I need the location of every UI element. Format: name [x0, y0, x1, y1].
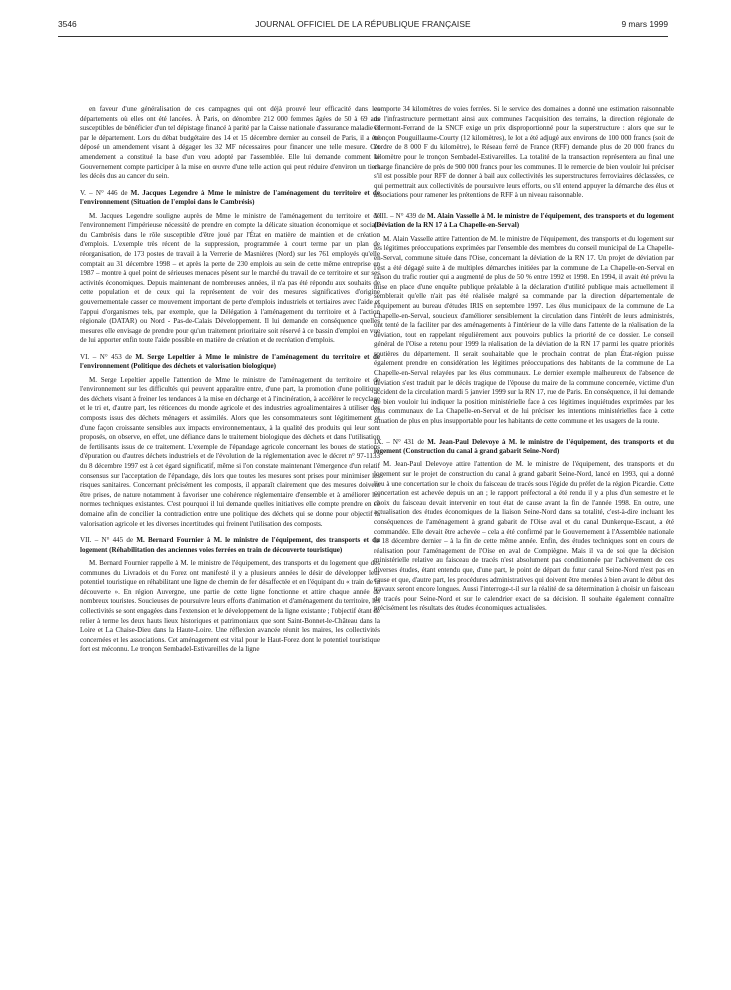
question-number: V. – N° 446 de — [80, 188, 128, 197]
question-heading — [80, 536, 380, 555]
question-number: VI. – N° 453 de — [80, 352, 132, 361]
paragraph: M. Jean-Paul Delevoye attire l'attention de M. le ministre de l'équipement, des transports et du logement sur le projet de construction du canal à grand gabarit Seine-Nord, lancé en 1993, qui a donné lieu à une concertation sur le choix du faisceau de tracés sous l'égide du préfet de la région Picardie. Cette concertation est achevée depuis un an ; le rapport préfectoral a été rendu il y a plus d'un semestre et le choix du faisceau devait intervenir en tout état de cause avant la fin de l'année 1998. En outre, une actualisation des études économiques de la liaison Seine-Nord dans sa totalité, c'est-à-dire incluant les conséquences de l'aménagement à grand gabarit de l'Oise aval et du canal Dunkerque-Escaut, a été commandée. Elle devait être achevée – cela a été confirmé par le Gouvernement à l'Assemblée nationale le 18 décembre dernier – à la fin de cette même année. Enfin, des études techniques sont en cours de réalisation pour l'aménagement de l'Oise en aval de Compiègne. Mais il va de soi que la décision ministérielle relative au faisceau de tracés n'est absolument pas conditionnée par l'achèvement de ces diverses études, étant entendu que, d'une part, le point de départ du futur canal Seine-Nord n'est pas en cause et que, d'autre part, les procédures administratives qui doivent être menées à bien avant le début des travaux seront encore longues. Aussi l'interroge-t-il sur la réalité de sa détermination à choisir un faisceau de tracés pour Seine-Nord et sur le calendrier exact de sa décision. Il souhaite également connaître précisément les résultats des études économiques actualisées. — [374, 460, 674, 613]
question-title: M. Jacques Legendre à Mme le ministre de l'aménagement du territoire et de l'environnement (Situation de l'emploi dans le Cambrésis) — [80, 188, 380, 207]
paragraph: M. Serge Lepeltier appelle l'attention de Mme le ministre de l'aménagement du territoire et de l'environnement sur les difficultés qui peuvent apparaître entre, d'une part, la promotion d'une politique des déchets visant à freiner les tendances à la mise en décharge et à l'incinération, à accélérer le recyclage et le tri et, d'autre part, les réticences du monde agricole et des industries agroalimentaires à utiliser des composts issus des déchets ménagers et assimilés. Alors que les consommateurs sont légitimement et d'une façon croissante sensibles aux impacts environnementaux, à la qualité des produits qui leur sont proposés, on observe, en effet, une défiance dans le traitement biologique des déchets et dans l'utilisation de fertilisants issus de ce traitement. L'exemple de l'épandage agricole concernant les boues de stations d'épuration ou d'autres déchets industriels et de l'évolution de la réglementation avec le décret n° 97-1133 du 8 décembre 1997 est à cet égard significatif, même si l'on constate maintenant l'émergence d'un relatif consensus sur l'acceptation de l'épandage, dès lors que toutes les mesures sont prises pour minimiser les risques sanitaires. Concernant précisément les composts, il apparaît clairement que des mesures doivent être prises, de nature notamment à favoriser une cohérence réglementaire d'ensemble et à améliorer les normes techniques existantes. C'est pourquoi il lui demande quelles initiatives elle compte prendre en ce domaine afin de concilier la contradiction entre une politique des déchets qui se donne pour objectif la valorisation agricole et les diverses incertitudes qui freinent l'utilisation des composts. — [80, 375, 380, 528]
question-title: M. Alain Vasselle à M. le ministre de l'équipement, des transports et du logement (Déviation de la RN 17 à La Chapelle-en-Serval) — [374, 211, 675, 230]
question-heading — [374, 438, 674, 457]
paragraph: en faveur d'une généralisation de ces campagnes qui ont déjà prouvé leur efficacité dans les départements où elles ont été lancées. À Paris, on dénombre 212 000 femmes âgées de 50 à 69 ans susceptibles de bénéficier d'un tel dépistage financé à parité par la Caisse nationale d'assurance maladie et par le département. Lors du débat budgétaire des 14 et 15 décembre dernier au conseil de Paris, il a été déposé un amendement visant à dégager les 32 MF nécessaires pour financer une telle mesure. Cet amendement a constitué la base d'un vœu adopté par l'assemblée. Elle lui demande comment le Gouvernement compte participer à la mise en œuvre d'une telle action qui peut réduire d'environ un tiers les décès dus au cancer du sein. — [80, 105, 380, 181]
question-heading — [374, 212, 674, 231]
paragraph: comporte 34 kilomètres de voies ferrées. Si le service des domaines a donné une estimation raisonnable de l'infrastructure permettant ainsi aux communes l'acquisition des terrains, la direction régionale de Clermont-Ferrand de la SNCF exige un prix disproportionné pour la superstructure : alors que sur le tronçon Pouguillaume-Courty (12 kilomètres), le lot a été adjugé aux environs de 100 000 francs (soit de l'ordre de 8 000 F du kilomètre), le Réseau ferré de France (RFF) demande plus de 20 000 francs du kilomètre pour le tronçon Sembadel-Estivareilles. La totalité de la transaction représentera au final une charge financière de près de 900 000 francs pour les communes. Il le remercie de bien vouloir lui préciser s'il est possible pour RFF de donner à bail aux collectivités les superstructures ferroviaires déclassées, ce qui permettrait aux collectivités de poursuivre leurs efforts, ou s'il entend appuyer la démarche des élus et associations pour ramener les prétentions de RFF à un niveau raisonnable. — [374, 105, 674, 200]
journal-title: JOURNAL OFFICIEL DE LA RÉPUBLIQUE FRANÇAISE — [255, 19, 471, 29]
question-heading — [80, 353, 380, 372]
question-number: VIII. – N° 439 de — [374, 211, 425, 220]
question-title: M. Serge Lepeltier à Mme le ministre de l'aménagement du territoire et de l'environnement (Politique des déchets et valorisation biologique) — [80, 352, 380, 371]
page-header — [58, 18, 668, 38]
left-column — [80, 105, 380, 655]
right-column — [374, 105, 674, 614]
issue-date: 9 mars 1999 — [621, 19, 668, 29]
question-number: VII. – N° 445 de — [80, 536, 134, 545]
header-rule — [58, 36, 668, 37]
paragraph: M. Bernard Fournier rappelle à M. le ministre de l'équipement, des transports et du logement que des communes du Livradois et du Forez ont manifesté il y a plusieurs années le désir de développer leur potentiel touristique en réhabilitant une ligne de chemin de fer désaffectée et en l'équipant du « train de la découverte ». En région Auvergne, une partie de cette ligne fonctionne et attire chaque année de nombreux touristes. Soucieuses de poursuivre leurs efforts d'animation et d'aménagement du territoire, les collectivités se sont engagées dans l'extension et le développement de la ligne existante ; l'objectif étant de relier à terme les deux hauts lieux historiques et patrimoniaux que sont Saint-Bonnet-le-Château dans la Loire et La Chaise-Dieu dans la Haute-Loire. Une réflexion avancée réunit les maires, les collectivités concernées et les associations. Cet aménagement est vital pour le Haut-Forez dont le potentiel touristique fort est méconnu. Le tronçon Sembadel-Estivareilles de la ligne — [80, 559, 380, 654]
question-title: M. Bernard Fournier à M. le ministre de l'équipement, des transports et du logement (Réhabilitation des anciennes voies ferrées en train de découverte touristique) — [80, 536, 381, 554]
question-title: M. Jean-Paul Delevoye à M. le ministre de l'équipement, des transports et du logement (Construction du canal à grand gabarit Seine-Nord) — [374, 437, 674, 456]
page-number: 3546 — [58, 19, 77, 29]
question-heading — [80, 189, 380, 208]
question-number: IX. – N° 431 de — [374, 437, 425, 446]
paragraph: M. Alain Vasselle attire l'attention de M. le ministre de l'équipement, des transports et du logement sur les légitimes préoccupations exprimées par l'ensemble des membres du conseil municipal de La Chapelle-en-Serval, commune située dans l'Oise, concernant la déviation de la RN 17. Un projet de déviation par l'est a été dégagé suite à de multiples démarches initiées par la commune de La Chapelle-en-Serval en raison du trafic routier qui a augmenté de plus de 50 % entre 1992 et 1998. En 1994, il avait été prévu la mise en place d'une enquête publique préalable à la déclaration d'utilité publique mais actuellement il semblerait qu'elle n'ait pas été réalisée malgré sa commande par la direction départementale de l'équipement au bureau d'études IRIS en septembre 1997. Les élus municipaux de la commune de La Chapelle-en-Serval, soucieux d'améliorer sensiblement la circulation dans l'intérêt de leurs administrés, ont tenté de la faciliter par des aménagements à l'intérieur de la ville dans l'attente de la réalisation de la déviation, tout en rappelant régulièrement aux pouvoirs publics la priorité de ce dossier. Le conseil général de l'Oise a retenu pour 1999 la réalisation de la déviation de la RN 17 parmi les quatre priorités routières du département. Il serait souhaitable que le prochain contrat de plan État-région puisse également prendre en considération les légitimes préoccupations des habitants de la commune de La Chapelle-en-Serval relayées par les élus communaux. Le dernier exemple malheureux de l'absence de déviation s'est traduit par le décès tragique de l'épouse du maire de la commune concernée, victime d'un accident de la circulation mardi 5 janvier 1999 sur la RN 17, rue de Paris. En conséquence, il lui demande de bien vouloir lui indiquer la position ministérielle face à ces légitimes inquiétudes exprimées par les élus communaux de La Chapelle-en-Serval et de lui préciser les intentions ministérielles face à cette situation de plus en plus insupportable pour les habitants de cette commune et les usagers de la route. — [374, 234, 674, 426]
paragraph: M. Jacques Legendre souligne auprès de Mme le ministre de l'aménagement du territoire et de l'environnement l'impérieuse nécessité de prendre en compte la délicate situation économique et sociale du Cambrésis dans le rôle susceptible d'être joué par l'État en matière de maintien et de création d'emplois. L'exemple très récent de la suppression, programmée à court terme par un plan de réorganisation, de 173 postes de travail à la Verrerie de Masnières (Nord) sur les 761 employés qu'elle comptait au 31 décembre 1998 – et après la perte de 230 emplois au sein de cette même entreprise en 1987 – montre à quel point de sérieuses menaces pèsent sur le marché du travail de ce territoire et sur ses activités économiques. Depuis maintenant de nombreuses années, il n'a pas été répondu aux souhaits de cette population et de ceux qui la représentent de voir des mesures significatives d'origine gouvernementale casser ce mouvement important de perte d'emplois industriels et tertiaires avec l'aide et l'appui d'organismes tels, par exemple, que la Délégation à l'aménagement du territoire et à l'action régionale (DATAR) ou Nord - Pas-de-Calais Développement. Il lui demande en conséquence quelles mesures elle envisage de prendre pour qu'un traitement prioritaire soit réservé à ce bassin d'emploi en vue de lui apporter enfin toute l'aide possible en matière de création et de recréation d'emplois. — [80, 211, 380, 345]
